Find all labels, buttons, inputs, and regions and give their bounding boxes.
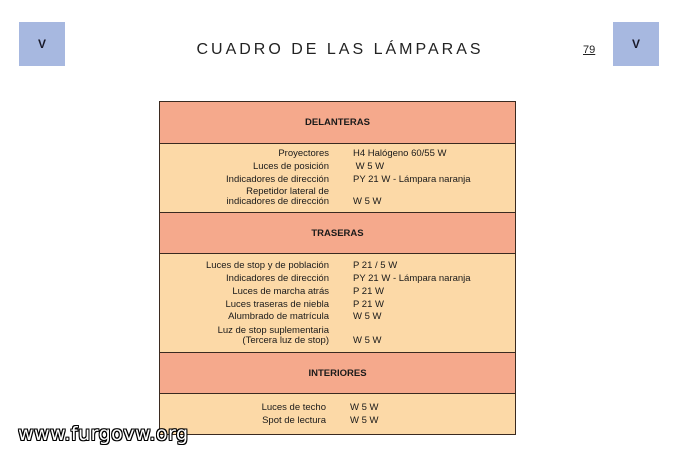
row-label: Proyectores xyxy=(278,148,329,159)
row-value: W 5 W xyxy=(353,196,382,207)
row-value: P 21 W xyxy=(353,286,384,297)
row-label-line2: (Tercera luz de stop) xyxy=(242,335,329,346)
section-header-delanteras: DELANTERAS xyxy=(160,102,515,144)
row-value: W 5 W xyxy=(350,415,379,426)
row-value: W 5 W xyxy=(353,311,382,322)
row-value: H4 Halógeno 60/55 W xyxy=(353,148,447,159)
row-label-line1: Luz de stop suplementaria xyxy=(217,325,329,336)
row-value: P 21 W xyxy=(353,299,384,310)
row-label: Luces de stop y de población xyxy=(205,260,329,271)
row-value: W 5 W xyxy=(353,161,385,172)
section-header-interiores: INTERIORES xyxy=(160,353,515,394)
row-label: Spot de lectura xyxy=(262,415,326,426)
row-value: W 5 W xyxy=(350,402,379,413)
row-value: W 5 W xyxy=(353,335,382,346)
section-body-traseras xyxy=(160,254,515,353)
watermark: www.furgovw.org xyxy=(18,423,189,445)
row-label: Alumbrado de matrícula xyxy=(228,311,329,322)
chapter-tab-left: V xyxy=(19,22,65,66)
row-value: P 21 / 5 W xyxy=(353,260,398,271)
lamps-table xyxy=(159,101,516,435)
section-body-interiores xyxy=(160,394,515,434)
page-number[interactable]: 79 xyxy=(583,44,596,56)
row-label-line1: Repetidor lateral de xyxy=(246,186,329,197)
row-label: Luces de posición xyxy=(252,161,329,172)
row-label: Indicadores de dirección xyxy=(226,174,329,185)
section-body-delanteras xyxy=(160,144,515,213)
row-value: PY 21 W - Lámpara naranja xyxy=(353,174,471,185)
row-value: PY 21 W - Lámpara naranja xyxy=(353,273,471,284)
section-header-traseras: TRASERAS xyxy=(160,213,515,254)
page-title: CUADRO DE LAS LÁMPARAS xyxy=(196,41,484,58)
row-label: Luces de marcha atrás xyxy=(232,286,329,297)
row-label: Indicadores de dirección xyxy=(226,273,329,284)
row-label: Luces traseras de niebla xyxy=(225,299,329,310)
chapter-tab-right: V xyxy=(613,22,659,66)
row-label-line2: indicadores de dirección xyxy=(226,196,329,207)
row-label: Luces de techo xyxy=(261,402,326,413)
